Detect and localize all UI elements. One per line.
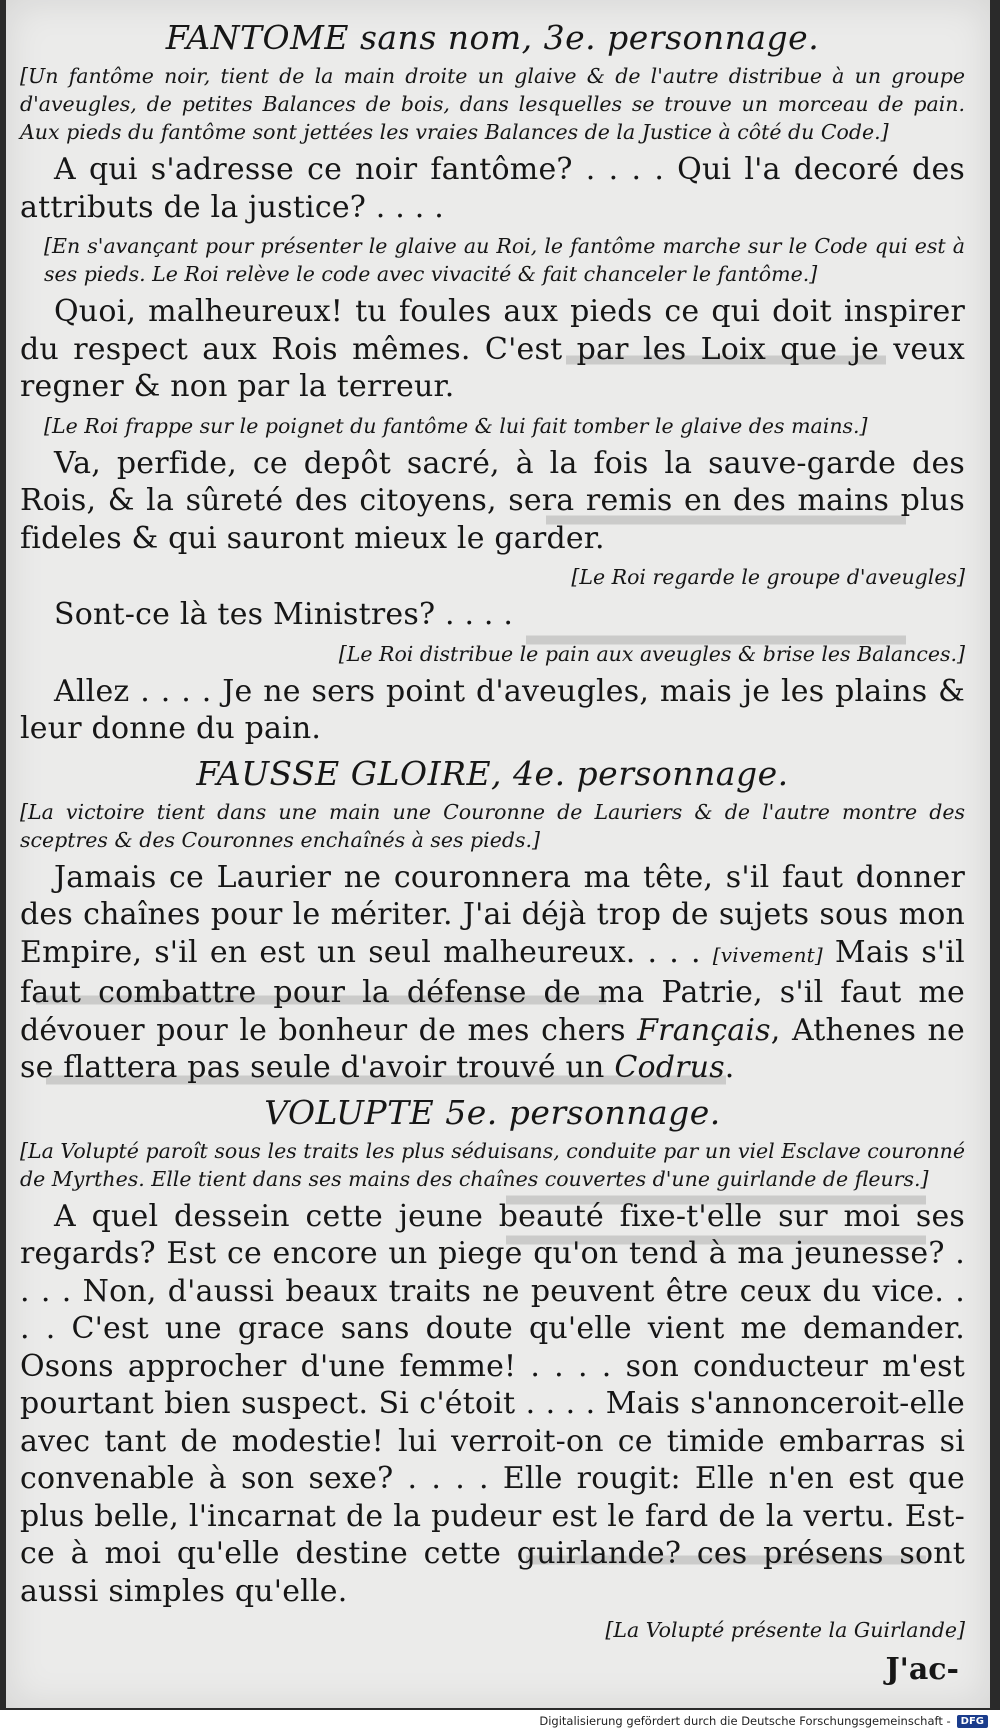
stage-direction: [En s'avançant pour présenter le glaive au Roi, le fantôme marche sur le Code qui est à ses pieds. Le Roi relève le code avec vivacité & fait chanceler le fantôme.] (44, 234, 965, 286)
italic-word: Codrus (614, 1050, 725, 1085)
dfg-logo: DFG (957, 1715, 988, 1728)
speech-text: Mais s'il faut combattre pour la défense de ma Patrie, s'il faut me dévouer pour le bonheur de mes chers (20, 934, 965, 1048)
speech-paragraph (20, 859, 965, 1087)
speech-paragraph: Allez . . . . Je ne sers point d'aveugles, mais je les plains & leur donne du pain. (20, 673, 965, 746)
stage-direction: [Un fantôme noir, tient de la main droite un glaive & de l'autre distribue à un groupe d'aveugles, de petites Balances de bois, dans lesquelles se trouve un morceau de pain. Aux pieds du fantôme sont jettées les vraies Balances de la Justice à côté du Code.] (20, 64, 965, 144)
italic-word: Français (637, 1012, 771, 1048)
heading-fantome: FANTOME sans nom, 3e. personnage. (165, 18, 820, 57)
stage-direction: [Le Roi frappe sur le poignet du fantôme & lui fait tomber le glaive des mains.] (44, 413, 868, 438)
heading-fausse-gloire: FAUSSE GLOIRE, 4e. personnage. (196, 753, 789, 793)
stage-direction: [La Volupté présente la Guirlande] (605, 1618, 965, 1642)
speech-text: , Athenes ne se flattera pas seule d'avoir trouvé un (20, 1012, 965, 1085)
speech-paragraph: Quoi, malheureux! tu foules aux pieds ce qui doit inspirer du respect aux Rois mêmes. C'est par les Loix que je veux regner & non par la terreur. (20, 294, 965, 404)
digitization-footer (0, 1710, 1000, 1732)
inline-stage-direction: [vivement] (712, 942, 823, 967)
speech-paragraph: Va, perfide, ce depôt sacré, à la fois la sauve-garde des Rois, & la sûreté des citoyens, sera remis en des mains plus fideles & qui sauront mieux le garder. (20, 445, 965, 556)
speech-paragraph: A qui s'adresse ce noir fantôme? . . . . Qui l'a decoré des attributs de la justice? . . . . (20, 152, 965, 225)
catchword: J'ac- (885, 1652, 959, 1687)
page-text (20, 18, 965, 1687)
heading-volupte: VOLUPTE 5e. personnage. (264, 1092, 721, 1132)
stage-direction: [La Volupté paroît sous les traits les plus séduisans, conduite par un viel Esclave couronné de Myrthes. Elle tient dans ses mains des chaînes couvertes d'une guirlande de fleurs.] (20, 1138, 965, 1191)
stage-direction: [Le Roi regarde le groupe d'aveugles] (571, 565, 965, 589)
speech-text: . (724, 1050, 735, 1085)
stage-direction: [La victoire tient dans une main une Couronne de Lauriers & de l'autre montre des sceptres & des Couronnes enchaînés à ses pieds.] (20, 799, 965, 852)
book-page (6, 0, 990, 1708)
stage-direction: [Le Roi distribue le pain aux aveugles & brise les Balances.] (338, 641, 965, 666)
footer-text: Digitalisierung gefördert durch die Deutsche Forschungsgemeinschaft - (539, 1714, 951, 1728)
speech-paragraph: A quel dessein cette jeune beauté fixe-t'elle sur moi ses regards? Est ce encore un piege qu'on tend à ma jeunesse? . . . . Non, d'aussi beaux traits ne peuvent être ceux du vice. . . . C'est une grace sans doute qu'elle vient me demander. Osons approcher d'une femme! . . . . son conducteur m'est pourtant bien suspect. Si c'étoit . . . . Mais s'annonceroit-elle avec tant de modestie! lui verroit-on ce timide embarras si convenable à son sexe? . . . . Elle rougit: Elle n'en est que plus belle, l'incarnat de la pudeur est le fard de la vertu. Est-ce à moi qu'elle destine cette guirlande? ces présens sont aussi simples qu'elle. (20, 1198, 965, 1609)
speech-paragraph: Sont-ce là tes Ministres? . . . . (54, 597, 514, 632)
speech-text: Jamais ce Laurier ne couronnera ma tête, s'il faut donner des chaînes pour le mériter. J'ai déjà trop de sujets sous mon Empire, s'il en est un seul malheureux. . . . (20, 859, 965, 970)
